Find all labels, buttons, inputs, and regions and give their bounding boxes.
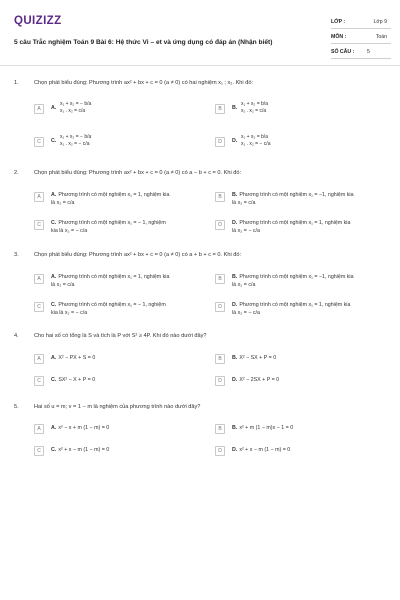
option-formula: [60, 101, 91, 115]
option-box[interactable]: D: [215, 220, 225, 230]
option-line-1: x² − x + m (1 − m) = 0: [58, 425, 110, 431]
option-line-2: là x₂ = − c/a: [232, 309, 260, 316]
meta-class-value: Lớp 9: [373, 19, 387, 25]
option-text: [51, 355, 206, 363]
option-text: [51, 192, 206, 207]
option-box[interactable]: A: [34, 192, 44, 202]
option-box[interactable]: B: [215, 424, 225, 434]
option-box[interactable]: C: [34, 376, 44, 386]
option-line-2: là x₂ = − c/a: [232, 227, 260, 234]
option-box[interactable]: D: [215, 302, 225, 312]
option-line-1: Phương trình có một nghiệm x₁ = 1, nghiệm kia: [58, 274, 170, 280]
meta-count-label: SỐ CÂU :: [331, 49, 355, 55]
meta-subject-row: [331, 29, 391, 44]
option-text: [232, 377, 387, 385]
formula-product: x₁ . x₂ = − c/a: [60, 141, 90, 147]
option-text: [51, 302, 206, 317]
option-letter: B.: [232, 425, 238, 431]
formula-product: x₁ . x₂ = c/a: [241, 108, 267, 114]
meta-count-row: [331, 44, 391, 59]
option-letter: C.: [51, 138, 57, 144]
option-box[interactable]: C: [34, 220, 44, 230]
option-letter: A.: [51, 192, 57, 198]
option-box[interactable]: A: [34, 354, 44, 364]
option-text: [232, 425, 387, 433]
option-letter: C.: [51, 377, 57, 383]
option-letter: A.: [51, 274, 57, 280]
meta-subject-value: Toán: [375, 34, 387, 40]
option-letter: D.: [232, 138, 238, 144]
option-letter: B.: [232, 105, 238, 111]
option-box[interactable]: D: [215, 446, 225, 456]
option-text: [232, 274, 387, 289]
option-line-1: x² + x − m (1 − m) = 0: [239, 447, 291, 453]
formula-sum: x₁ + x₂ = − b/a: [60, 101, 92, 107]
option-letter: C.: [51, 220, 57, 226]
question-number: 3.: [14, 252, 19, 258]
option-line-1: X² − PX + S = 0: [58, 355, 96, 361]
question-text: Chọn phát biểu đúng: Phương trình ax² + bx + c = 0 (a ≠ 0) có hai nghiệm x₁ ; x₂. Khi đó:: [34, 80, 253, 86]
worksheet-title: 5 câu Trắc nghiệm Toán 9 Bài 6: Hệ thức Vi – et và ứng dụng có đáp án (Nhận biết): [14, 39, 273, 46]
option-text: [51, 274, 206, 289]
option-box[interactable]: B: [215, 104, 225, 114]
option-text: [232, 220, 387, 235]
option-box[interactable]: C: [34, 302, 44, 312]
option-box[interactable]: C: [34, 446, 44, 456]
option-line-1: Phương trình có một nghiệm x₁ = 1, nghiệm kia: [239, 302, 351, 308]
option-line-2: kia là x₂ = − c/a: [51, 227, 88, 234]
option-line-1: x² + m (1 − m)x − 1 = 0: [239, 425, 294, 431]
option-line-2: là x₂ = c/a: [232, 199, 256, 206]
option-line-1: Phương trình có một nghiệm x₁ = − 1, nghiệm: [58, 220, 166, 226]
question-text: Cho hai số có tổng là S và tích là P với S² ≥ 4P. Khi đó nào dưới đây?: [34, 333, 207, 339]
header-divider: [0, 65, 400, 66]
option-letter: A.: [51, 105, 57, 111]
option-text: [232, 192, 387, 207]
option-line-2: là x₂ = c/a: [51, 199, 75, 206]
option-box[interactable]: D: [215, 137, 225, 147]
option-text: [51, 447, 206, 455]
option-box[interactable]: B: [215, 192, 225, 202]
formula-sum: x₁ + x₂ = − b/a: [60, 134, 92, 140]
formula-product: x₁ . x₂ = c/a: [60, 108, 86, 114]
option-formula: [60, 134, 91, 148]
option-line-2: là x₂ = c/a: [51, 281, 75, 288]
option-letter: D.: [232, 447, 238, 453]
meta-class-row: [331, 14, 391, 29]
question-text: Chọn phát biểu đúng: Phương trình ax² + bx + c = 0 (a ≠ 0) có a + b + c = 0. Khi đó:: [34, 252, 242, 258]
option-text: [51, 377, 206, 385]
option-text: [51, 220, 206, 235]
option-text: [232, 302, 387, 317]
formula-sum: x₁ + x₂ = b/a: [241, 134, 268, 140]
option-letter: B.: [232, 355, 238, 361]
option-line-1: Phương trình có một nghiệm x₁ = − 1, nghiệm: [58, 302, 166, 308]
option-text: [232, 355, 387, 363]
option-line-1: SX² − X + P = 0: [58, 377, 96, 383]
option-formula: [241, 134, 270, 148]
worksheet-meta: [331, 14, 391, 59]
option-box[interactable]: D: [215, 376, 225, 386]
option-line-1: Phương trình có một nghiệm x₁ = −1, nghiệm kia: [239, 192, 354, 198]
option-line-1: X² − 2SX + P = 0: [239, 377, 280, 383]
option-formula: [241, 101, 268, 115]
question-number: 2.: [14, 170, 19, 176]
option-line-1: x² + x − m (1 − m) = 0: [58, 447, 110, 453]
option-letter: B.: [232, 274, 238, 280]
option-letter: C.: [51, 447, 57, 453]
meta-subject-label: MÔN :: [331, 34, 347, 40]
option-line-1: X² − SX + P = 0: [239, 355, 277, 361]
formula-sum: x₁ + x₂ = b/a: [241, 101, 268, 107]
option-letter: C.: [51, 302, 57, 308]
option-letter: B.: [232, 192, 238, 198]
question-text: Hai số u = m; v = 1 − m là nghiệm của phương trình nào dưới đây?: [34, 404, 201, 410]
option-letter: A.: [51, 425, 57, 431]
option-box[interactable]: B: [215, 354, 225, 364]
option-box[interactable]: A: [34, 274, 44, 284]
question-number: 5.: [14, 404, 19, 410]
option-line-1: Phương trình có một nghiệm x₁ = 1, nghiệm kia: [58, 192, 170, 198]
option-box[interactable]: B: [215, 274, 225, 284]
option-box[interactable]: A: [34, 104, 44, 114]
option-line-2: là x₂ = c/a: [232, 281, 256, 288]
option-letter: D.: [232, 220, 238, 226]
question-number: 1.: [14, 80, 19, 86]
option-text: [51, 425, 206, 433]
question-text: Chọn phát biểu đúng: Phương trình ax² + bx + c = 0 (a ≠ 0) có a − b + c = 0. Khi đó:: [34, 170, 242, 176]
option-box[interactable]: C: [34, 137, 44, 147]
worksheet-header: [14, 12, 390, 60]
quizizz-logo: QUIZIZZ: [14, 15, 62, 27]
option-letter: D.: [232, 302, 238, 308]
formula-product: x₁ . x₂ = − c/a: [241, 141, 271, 147]
option-letter: D.: [232, 377, 238, 383]
option-letter: A.: [51, 355, 57, 361]
option-box[interactable]: A: [34, 424, 44, 434]
option-text: [232, 447, 387, 455]
question-number: 4.: [14, 333, 19, 339]
option-line-2: kia là x₂ = − c/a: [51, 309, 88, 316]
option-line-1: Phương trình có một nghiệm x₁ = 1, nghiệm kia: [239, 220, 351, 226]
meta-count-value: 5: [367, 49, 370, 55]
option-line-1: Phương trình có một nghiệm x₁ = −1, nghiệm kia: [239, 274, 354, 280]
meta-class-label: LỚP :: [331, 19, 346, 25]
